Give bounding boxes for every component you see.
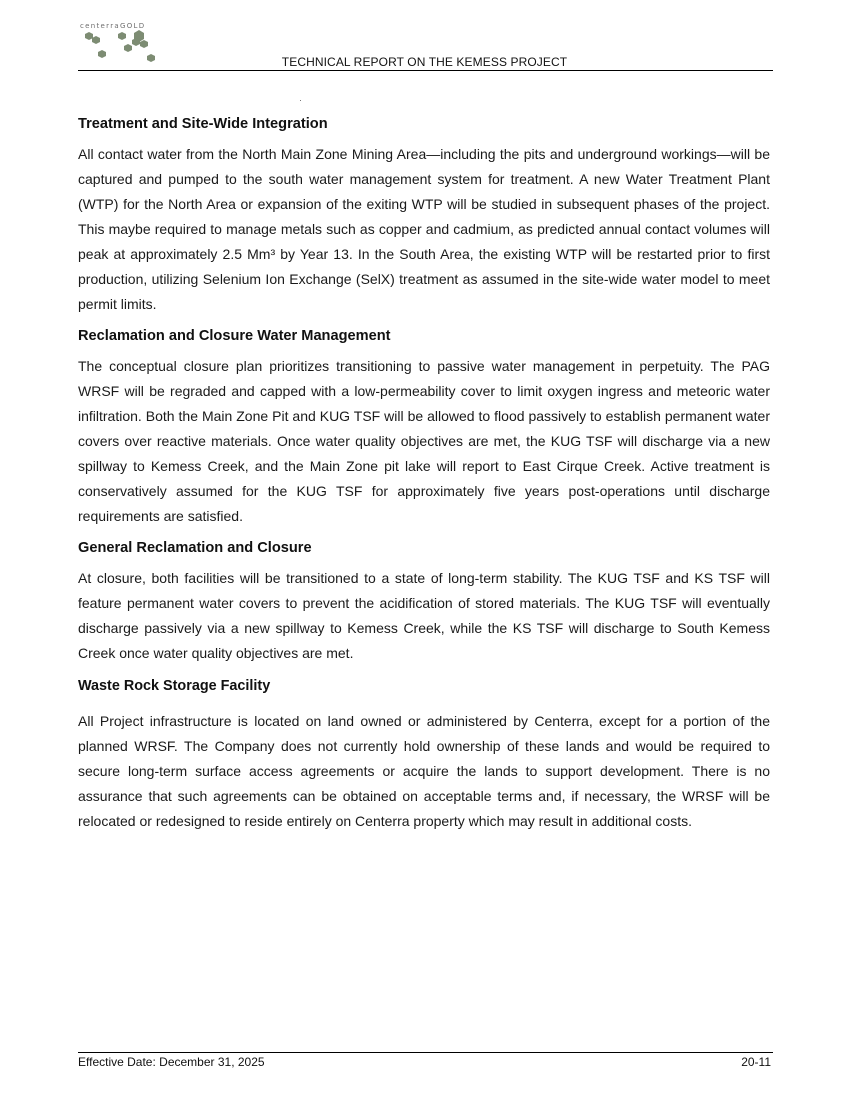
section-heading: Reclamation and Closure Water Management <box>78 328 391 344</box>
section-heading: General Reclamation and Closure <box>78 540 312 556</box>
logo-text: centerraGOLD <box>80 22 146 30</box>
section-paragraph: The conceptual closure plan prioritizes transitioning to passive water management in perpetuity. The PAG WRSF will be regraded and capped with a low-permeability cover to limit oxygen ingress and meteoric water infiltration. Both the Main Zone Pit and KUG TSF will be allowed to flood passively to establish permanent water covers over reactive materials. Once water quality objectives are met, the KUG TSF will discharge via a new spillway to Kemess Creek, and the Main Zone pit lake will report to East Cirque Creek. Active treatment is conservatively assumed for the KUG TSF for approximately five years post-operations until discharge requirements are satisfied. <box>78 358 770 524</box>
section-paragraph: All Project infrastructure is located on land owned or administered by Centerra, except for a portion of the planned WRSF. The Company does not currently hold ownership of these lands and would be required to secure long-term surface access agreements or acquire the lands to support development. There is no assurance that such agreements can be obtained on acceptable terms and, if necessary, the WRSF will be relocated or redesigned to reside entirely on Centerra property which may result in additional costs. <box>78 713 770 829</box>
effective-date: Effective Date: December 31, 2025 <box>78 1055 265 1069</box>
report-title: TECHNICAL REPORT ON THE KEMESS PROJECT <box>281 55 568 69</box>
section-heading: Treatment and Site-Wide Integration <box>78 116 328 132</box>
header-divider <box>78 70 773 71</box>
footer-divider <box>78 1052 773 1053</box>
section-paragraph: At closure, both facilities will be transitioned to a state of long-term stability. The KUG TSF and KS TSF will feature permanent water covers to prevent the acidification of stored materials. The KUG TSF will eventually discharge passively via a new spillway to Kemess Creek, while the KS TSF will discharge to South Kemess Creek once water quality objectives are met. <box>78 570 770 661</box>
section-heading: Waste Rock Storage Facility <box>78 678 271 694</box>
page-number: 20-11 <box>741 1055 771 1069</box>
stray-mark <box>300 100 301 101</box>
main-content <box>78 114 770 834</box>
section-paragraph: All contact water from the North Main Zone Mining Area—including the pits and underground workings—will be captured and pumped to the south water management system for treatment. A new Water Treatment Plant (WTP) for the North Area or expansion of the exiting WTP will be studied in subsequent phases of the project. This maybe required to manage metals such as copper and cadmium, as predicted annual contact volumes will peak at approximately 2.5 Mm³ by Year 13. In the South Area, the existing WTP will be restarted prior to first production, utilizing Selenium Ion Exchange (SelX) treatment as assumed in the site-wide water model to meet permit limits. <box>78 146 770 312</box>
